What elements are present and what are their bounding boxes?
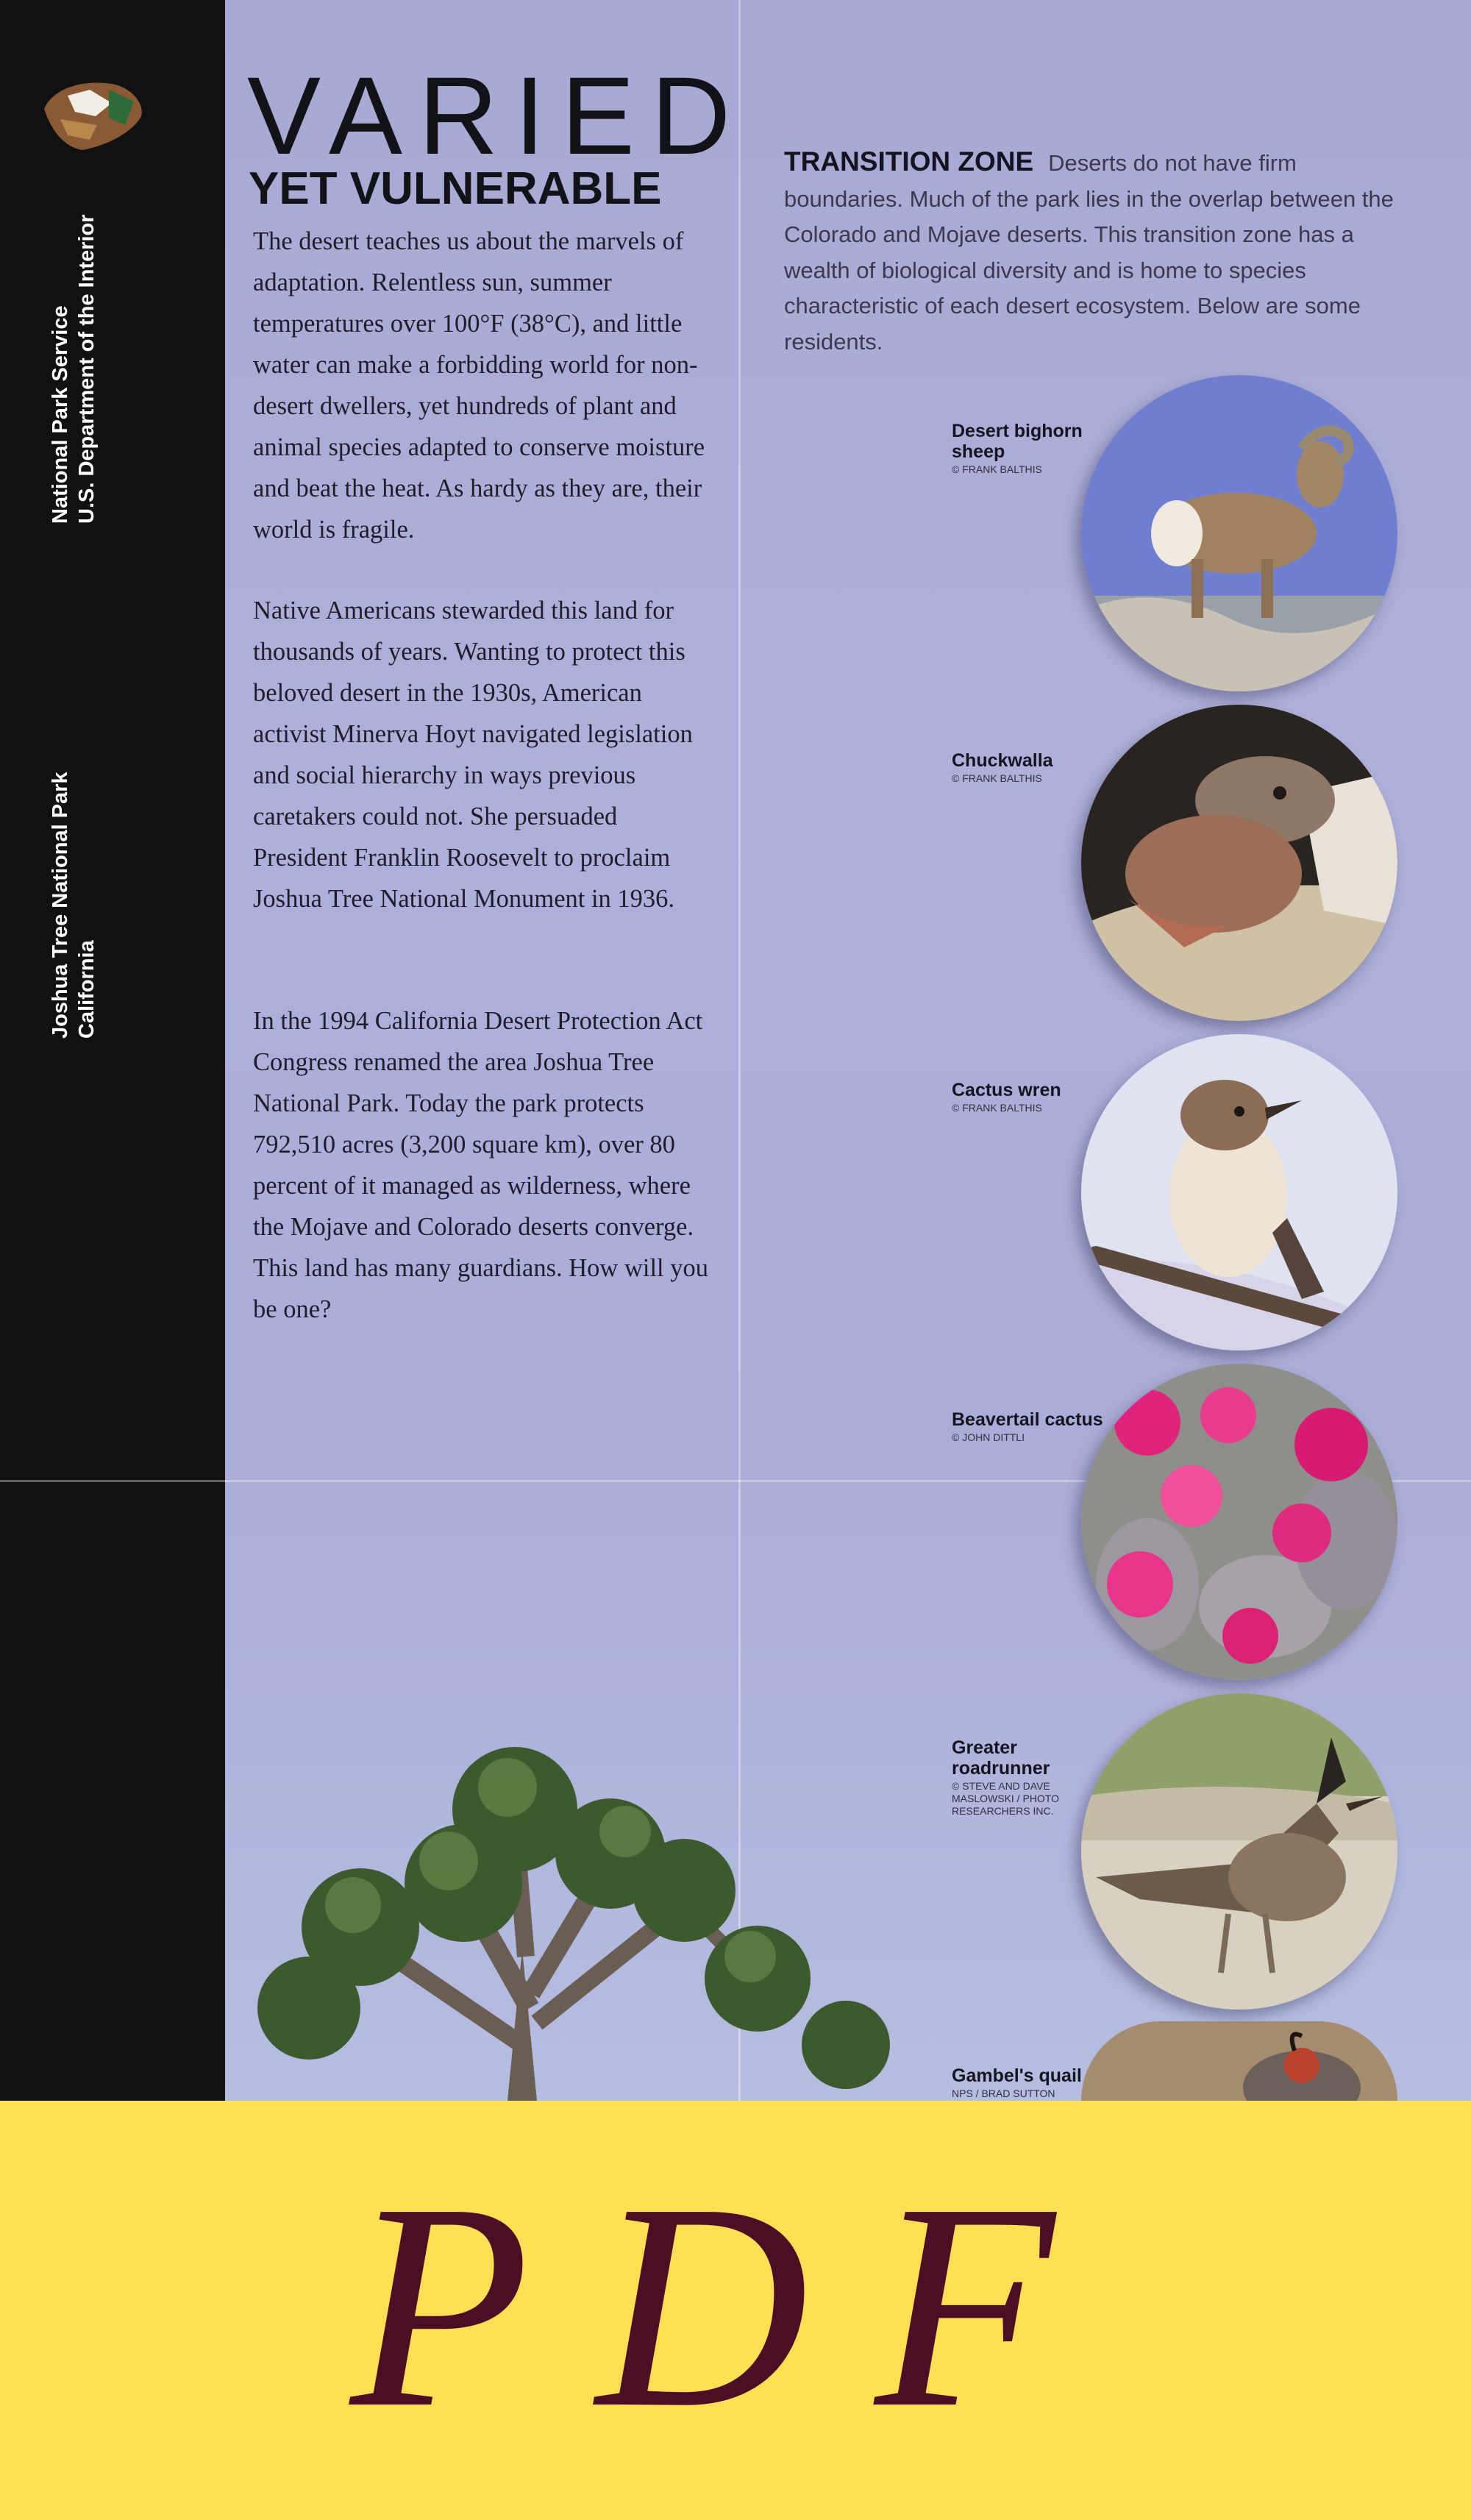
- resident-name: Cactus wren: [952, 1080, 1061, 1100]
- department-name: U.S. Department of the Interior: [75, 214, 99, 524]
- title-varied: VARIED: [247, 54, 747, 177]
- transition-zone-text: [784, 144, 1417, 360]
- cactus-wren-photo: [1081, 1034, 1397, 1350]
- resident-credit: © FRANK BALTHIS: [952, 772, 1042, 784]
- resident-name: Gambel's quail: [952, 2065, 1082, 2086]
- resident-credit: NPS / BRAD SUTTON: [952, 2087, 1055, 2099]
- beavertail-cactus-photo: [1081, 1364, 1397, 1680]
- body-paragraph-3: In the 1994 California Desert Protection Act Congress renamed the area Joshua Tree National Park. Today the park protects 792,510 acres (3,200 square km), over 80 percent of it managed as wilderness, where the Mojave and Colorado deserts converge. This land has many guardians. How will you be one?: [253, 1007, 708, 1323]
- bighorn-sheep-photo: [1081, 375, 1397, 691]
- resident-credit: © FRANK BALTHIS: [952, 1102, 1042, 1114]
- resident-credit: © JOHN DITTLI: [952, 1431, 1025, 1443]
- resident-name: Desert bighorn sheep: [952, 421, 1083, 462]
- resident-name: Chuckwalla: [952, 750, 1053, 771]
- pdf-label: PDF: [350, 2143, 1121, 2469]
- gambels-quail-photo: [1081, 2021, 1397, 2101]
- agency-name: National Park Service: [49, 305, 72, 524]
- resident-label-1: [952, 421, 1114, 476]
- chuckwalla-photo: [1081, 705, 1397, 1021]
- resident-name: Beavertail cactus: [952, 1409, 1103, 1430]
- resident-label-4: [952, 1409, 1114, 1444]
- resident-label-2: [952, 750, 1114, 785]
- transition-zone-body: Deserts do not have firm boundaries. Much of the park lies in the overlap between the Colorado and Mojave deserts. This transition zone has a wealth of biological diversity and is home to species characteristic of each desert ecosystem. Below are some residents.: [784, 150, 1394, 355]
- resident-label-3: [952, 1080, 1114, 1114]
- state-name: California: [75, 940, 99, 1039]
- agency-text: [47, 214, 100, 524]
- resident-credit: © FRANK BALTHIS: [952, 463, 1042, 475]
- park-name: Joshua Tree National Park: [49, 772, 72, 1039]
- joshua-tree-photo: [243, 1714, 919, 2101]
- resident-name: Greater roadrunner: [952, 1737, 1050, 1779]
- nps-arrowhead-icon: [38, 74, 149, 154]
- greater-roadrunner-photo: [1081, 1693, 1397, 2010]
- park-text: [47, 772, 100, 1039]
- resident-credit: © STEVE AND DAVE MASLOWSKI / PHOTO RESEARCHERS INC.: [952, 1780, 1059, 1817]
- transition-zone-heading: TRANSITION ZONE: [784, 146, 1034, 177]
- body-paragraph-2: Native Americans stewarded this land for thousands of years. Wanting to protect this beloved desert in the 1930s, American activist Minerva Hoyt navigated legislation and social hierarchy in ways previous caretakers could not. She persuaded President Franklin Roosevelt to proclaim Joshua Tree National Monument in 1936.: [253, 597, 693, 913]
- body-paragraph-1: The desert teaches us about the marvels of adaptation. Relentless sun, summer temperatures over 100°F (38°C), and little water can make a forbidding world for non-desert dwellers, yet hundreds of plant and animal species adapted to conserve moisture and beat the heat. As hardy as they are, their world is fragile.: [253, 227, 705, 544]
- title-yet-vulnerable: YET VULNERABLE: [249, 163, 662, 214]
- sidebar-band: [0, 0, 225, 2101]
